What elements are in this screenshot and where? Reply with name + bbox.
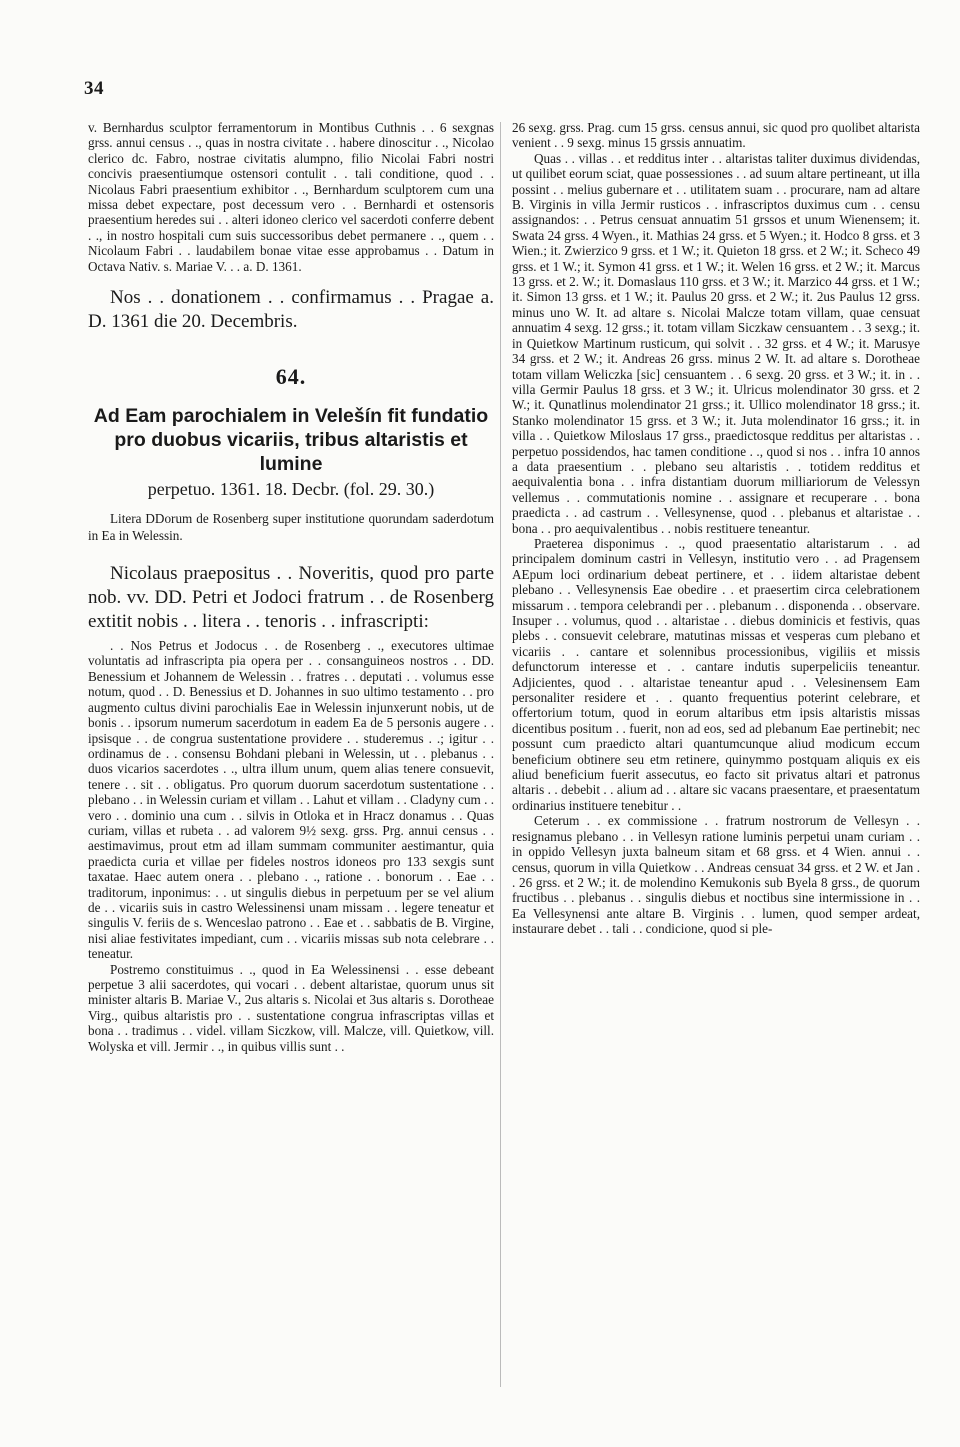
document-heading-date: perpetuo. 1361. 18. Decbr. (fol. 29. 30.) xyxy=(147,479,435,500)
document-summary: Litera DDorum de Rosenberg super institutione quorundam saderdotum in Ea in Welessin. xyxy=(88,511,494,544)
right-paragraph-3: Praeterea disponimus . ., quod praesentatio altaristarum . . ad principalem dominum castri in Vellesyn, institutio vero . . ad Pragensem AEpum loci ordinarium debeat pertinere, et . . iidem altaristae debent plebano . . Vellesynensis Eae obedire . . et praesertim circa celebrationem missarum . . tempora celebrandi per . . plebanum . . disponenda . . observare. Insuper . . volumus, quod . . altaristae . . diebus dominicis et festivis, quas plebs . . consuevit celebrare, matutinas missas et vesperas cum plebano et vicariis . . cantare et solennibus processionibus, vigiliis et missis defunctorum interesse et . . cantare indutis superpeliciis teneantur. Adjicientes, quod . . altaristae teneantur apud . . Velesinensem Eam personaliter residere et . . quanto frequentius poterint celebrare, et offertorium totum, quod in eorum altaribus etm ipsis altaristis missas dicentibus positum . . fuerit, non ad eos, sed ad plebanum Eae pertinebit; nec possunt cum praedicto altari quantumcunque aliud modicum eccum beneficium obtinere seu etm retinere, quinymmo postquam aliquis ex eis aliud beneficium fuerit assecutus, eo facto sit privatus altari et patronus altaris . . debebit . . alium ad . . altare sic vacans praesentare, et praesentatum ordinarius instituere tenebitur . . xyxy=(512,535,920,813)
page-number: 34 xyxy=(84,78,104,99)
right-paragraph-1: 26 sexg. grss. Prag. cum 15 grss. census annui, sic quod pro quolibet altarista venient . . 9 sexg. minus 15 grssis annuatim. xyxy=(512,120,920,151)
document-intro: Nicolaus praepositus . . Noveritis, quod pro parte nob. vv. DD. Petri et Jodoci fratrum . . de Rosenberg extitit nobis . . litera . . tenoris . . infrascripti: xyxy=(88,563,494,633)
right-paragraph-4: Ceterum . . ex commissione . . fratrum nostrorum de Vellesyn . . resignamus plebano . . in Vellesyn ratione luminis perpetui unam curiam . . in oppido Vellesyn juxta balneum sitam et 68 grss. et 4 Wien. annui . . census, quorum in villa Quietkow . . Andreas censuat 34 grss. et 2 W. et Jan . . 26 grss. et 2 W.; it. de molendino Kemukonis sub Byela 8 grss., de quorum fructibus . . plebanus . . singulis diebus et noctibus sine intermissione in . . Ea Vellesynensi ante altare B. Virginis . . lumen, quod semper ardeat, instaurare debet . . tali . . condicione, quod si ple- xyxy=(512,813,920,937)
previous-document-text: v. Bernhardus sculptor ferramentorum in Montibus Cuthnis . . 6 sexgnas grss. annui census . ., quas in nostra civitate . . habere dinoscitur . ., Nicolao clerico dc. Fabro, nostrae civitatis alumpno, filio Nicolai Fabri nostri concivis praesentiumque ostensori contulit . . tali conditione, quod . . Nicolaus Fabri praesentium exhibitor . ., Bernhardum sculptorem cum una missa debet expectare, post decessum vero . . Bernhardi et ostensoris praesentium heredes sui . . alteri idoneo clerico vel sacerdoti conferre debent . ., in nostro hospitali cum suis successoribus debet permanere . ., quem . . Nicolaum Fabri . . laudabilem bonae vitae esse approbamus . . Datum in Octava Nativ. s. Mariae V. . . a. D. 1361. xyxy=(88,120,494,274)
right-column xyxy=(512,120,920,937)
document-number: 64. xyxy=(275,364,307,390)
confirmation-text: Nos . . donationem . . confirmamus . . Pragae a. D. 1361 die 20. Decembris. xyxy=(88,287,494,333)
document-body: . . Nos Petrus et Jodocus . . de Rosenberg . ., executores ultimae voluntatis ad infrascripta pia opera per . . consanguineos nostros . . DD. Benessium et Johannem de Welessin . . fratres . . deputati . . volumus esse notum, quod . . D. Benessius et D. Johannes in suo ultimo testamento . . pro augmento cultus divini parochialis Eae in Welessin injunxerunt nobis, ut de bonis . . ipsorum numerum sacerdotum in eadem Ea de 5 personis augere . . ipsisque . . de congrua sustentatione providere . . studeremus . .; igitur . . ordinamus de . . consensu Bohdani plebani in Welessin, ut . . plebanus . . duos vicarios sacerdotes . ., ultra illum unum, quem alias tenere consuevit, tenere . . sit . . obligatus. Pro quorum duorum sacerdotum sustentatione . . plebano . . in Welessin curiam et villam . . Lahut et villam . . Cladyny cum . . vero . . dominio una cum . . silvis in Otloka et in Hracz donamus . . Quas curiam, villas et rubeta . . ad valorem 9½ sexg. grss. Prg. annui census . . aestimavimus, prout etm ad illam summam communiter aestimantur, quia praedicta curia et villae per fideles nostros idoneos pro 133 sexgis sunt taxatae. Haec autem onera . . plebano . ., ratione . . bonorum . . Eae . . traditorum, inponimus: . . ut singulis diebus in perpetuum per se vel alium de . . vicariis suis in castro Welessinensi unam missam . . legere teneatur et singulis V. feriis de s. Wenceslao patrono . . Eae et . . sabbatis de B. Virgine, nisi aliae festivitates impediant, cum . . vicariis missas sub nota celebrare . . teneatur. xyxy=(88,638,494,962)
left-column xyxy=(88,120,494,1054)
right-paragraph-2: Quas . . villas . . et redditus inter . . altaristas taliter duximus dividendas, ut quilibet eorum sciat, quae possessiones . . ad suum altare pertineant, ut illa possint . . melius gubernare et . . utilitatem suam . . procurare, nam ad altare B. Virginis in villa Jermir rusticos . . infrascriptos duximus cum . . censu assignandos: . . Petrus censuat annuatim 51 grssos et unum Wienensem; it. Swata 24 grss. 4 Wyen., it. Mathias 24 grss. et 5 Wyen.; it. Hodco 8 grss. et 3 Wien.; it. Zwierzico 9 grss. et 1 W.; it. Quieton 18 grss. et 2 W.; it. Scheco 49 grss. et 1 W.; it. Symon 41 grss. et 1 W.; it. Welen 16 grss. et 2 W.; it. Marcus 13 grss. et 2. W.; it. Domaslaus 110 grss. et 3 W.; it. Marzico 44 grss. et 1 W.; it. Simon 13 grss. et 1 W.; it. Paulus 20 grss. et 2 W.; it. 2us Paulus 12 grss. minus uno W. It. ad altare s. Nicolai Malcze totam villam, quae censuat annuatim 4 sexg. 12 grss.; it. totam villam Siczkaw censuantem . . 3 sexg.; it. in Quietkow Martinum rusticum, qui solvit . . 32 grss. et 4 W.; it. Marusye 34 grss. et 2 W.; it. Andreas 26 grss. minus 2 W. It. ad altare s. Dorotheae totam villam Weliczka [sic] censuantem . . 6 sexg. 20 grss. et 3 W.; it. in . . villa Germir Paulus 18 grss. et 3 W.; it. Ulricus molendinator 30 grss. et 2 W.; it. Qunatlinus molendinator 21 grss.; it. Ullico molendinator 18 grss.; it. Stanko molendinator 15 grss. et 3 W.; it. Juta molendinator 16 grss.; it. in villa . . Quietkow Miloslaus 17 grss., praedictosque redditus per altaristas . . perpetuo possidendos, hac tamen conditione . ., quod si nos . . infra 10 annos a data praesentium . . plebano seu altaristis . . totidem redditus et aequivalentia bona . . infra distantiam duorum milliariorum de Velessyn vellemus . . commutationis nomine . . assignare et recuperare . . bona praedicta . . ad castrum . . Vellesynense, quod . . plebanus et altaristae . . bona . . pro aequivalentibus . . nobis restituere teneantur. xyxy=(512,150,920,536)
column-divider xyxy=(500,122,501,1387)
document-heading: Ad Eam parochialem in Velešín fit fundatio pro duobus vicariis, tribus altaristis et lumine xyxy=(93,405,489,476)
document-body-continued: Postremo constituimus . ., quod in Ea Welessinensi . . esse debeant perpetue 3 alii sacerdotes, qui vocari . . debent altaristae, quorum unus sit minister altaris B. Mariae V., 2us altaris s. Nicolai et 3us altaris s. Dorotheae Virg., quibus altaristis pro . . sustentatione congrua infrascriptas villas et bona . . tradimus . . videl. villam Siczkow, vill. Malcze, vill. Quietkow, vill. Wolyska et vill. Jermir . ., in quibus villis sunt . . xyxy=(88,961,494,1054)
